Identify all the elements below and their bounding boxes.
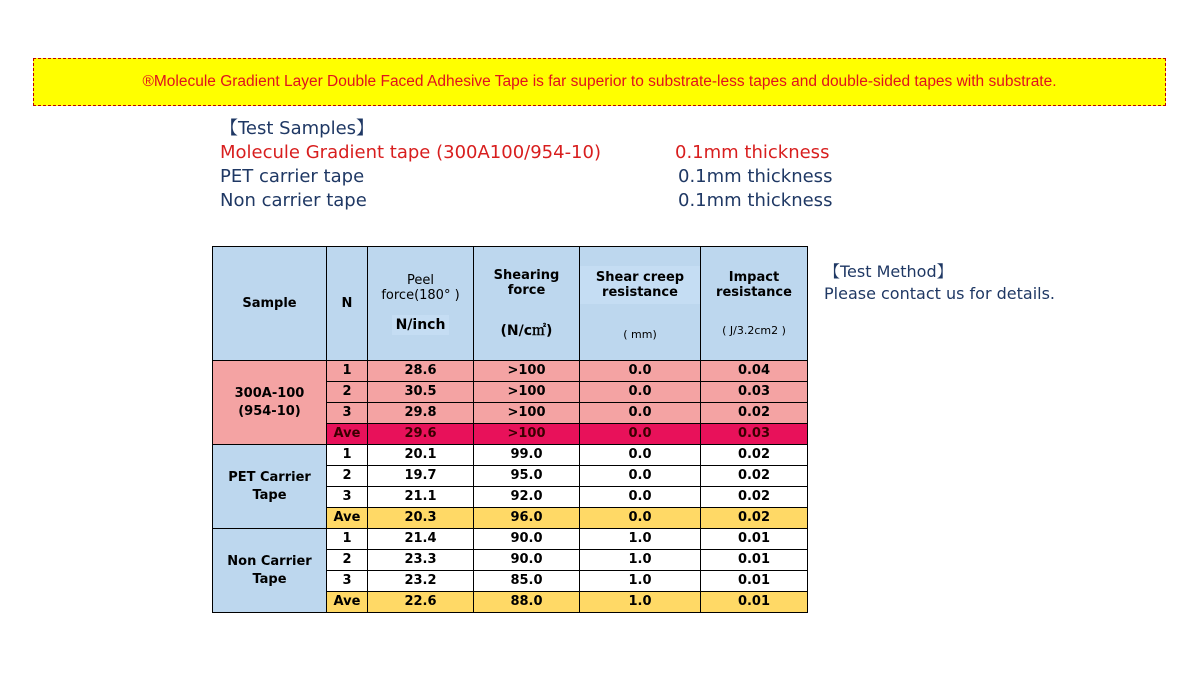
cell-creep: 1.0 [580, 529, 701, 550]
cell-impact: 0.03 [701, 382, 808, 403]
header-creep-unit: ( mm) [623, 328, 657, 341]
cell-peel: 20.3 [368, 508, 474, 529]
cell-peel: 28.6 [368, 361, 474, 382]
group-label-non-carrier [213, 529, 327, 613]
test-samples-section [220, 117, 833, 213]
sample-name: PET carrier tape [220, 166, 365, 187]
headline-banner [33, 58, 1166, 106]
group-label-pet-carrier [213, 445, 327, 529]
header-shear [474, 247, 580, 361]
cell-n: Ave [327, 592, 368, 613]
cell-peel: 29.6 [368, 424, 474, 445]
header-creep [580, 247, 701, 361]
cell-shear: >100 [474, 424, 580, 445]
cell-creep: 1.0 [580, 592, 701, 613]
group-label-line: (954-10) [238, 403, 301, 419]
cell-n: Ave [327, 508, 368, 529]
results-table [212, 246, 808, 613]
cell-shear: 90.0 [474, 550, 580, 571]
cell-impact: 0.02 [701, 445, 808, 466]
cell-impact: 0.02 [701, 487, 808, 508]
table-row [213, 361, 808, 382]
cell-impact: 0.01 [701, 550, 808, 571]
group-label-line: 300A-100 [234, 385, 305, 401]
cell-creep: 0.0 [580, 487, 701, 508]
cell-peel: 23.3 [368, 550, 474, 571]
cell-peel: 20.1 [368, 445, 474, 466]
cell-n: 1 [327, 445, 368, 466]
cell-shear: 88.0 [474, 592, 580, 613]
sample-name: Molecule Gradient tape (300A100/954-10) [220, 142, 601, 163]
test-method-section [824, 261, 1055, 305]
header-impact [701, 247, 808, 361]
cell-impact: 0.01 [701, 529, 808, 550]
test-method-text: Please contact us for details. [824, 284, 1056, 303]
cell-shear: 90.0 [474, 529, 580, 550]
cell-n: Ave [327, 424, 368, 445]
header-sample-label: Sample [242, 296, 297, 311]
group-label-300a100 [213, 361, 327, 445]
cell-creep: 0.0 [580, 361, 701, 382]
cell-n: 1 [327, 361, 368, 382]
sample-name: Non carrier tape [220, 190, 367, 211]
cell-shear: 99.0 [474, 445, 580, 466]
cell-creep: 1.0 [580, 571, 701, 592]
cell-shear: >100 [474, 382, 580, 403]
sample-thickness: 0.1mm thickness [678, 190, 833, 211]
table-row [213, 445, 808, 466]
group-label-line: Non Carrier [227, 553, 312, 569]
header-impact-label: Impact resistance [716, 270, 792, 300]
test-method-title: 【Test Method】 [824, 262, 953, 281]
header-peel [368, 247, 474, 361]
cell-creep: 0.0 [580, 382, 701, 403]
cell-creep: 0.0 [580, 466, 701, 487]
test-samples-title: 【Test Samples】 [220, 118, 375, 139]
cell-impact: 0.01 [701, 571, 808, 592]
header-n-label: N [341, 296, 353, 311]
header-sample [213, 247, 327, 361]
sample-thickness: 0.1mm thickness [675, 142, 830, 163]
cell-peel: 21.4 [368, 529, 474, 550]
header-row [213, 247, 808, 361]
cell-creep: 0.0 [580, 508, 701, 529]
header-n [327, 247, 368, 361]
cell-shear: 92.0 [474, 487, 580, 508]
sample-line-pet-carrier [220, 165, 833, 189]
cell-n: 1 [327, 529, 368, 550]
cell-n: 2 [327, 382, 368, 403]
cell-impact: 0.02 [701, 466, 808, 487]
cell-creep: 1.0 [580, 550, 701, 571]
cell-n: 2 [327, 466, 368, 487]
cell-impact: 0.02 [701, 403, 808, 424]
cell-creep: 0.0 [580, 403, 701, 424]
cell-n: 3 [327, 487, 368, 508]
cell-n: 3 [327, 571, 368, 592]
cell-n: 2 [327, 550, 368, 571]
cell-shear: 85.0 [474, 571, 580, 592]
cell-shear: 96.0 [474, 508, 580, 529]
cell-shear: 95.0 [474, 466, 580, 487]
cell-impact: 0.02 [701, 508, 808, 529]
header-shear-unit: (N/c㎡) [500, 322, 553, 339]
cell-shear: >100 [474, 361, 580, 382]
cell-impact: 0.03 [701, 424, 808, 445]
cell-peel: 19.7 [368, 466, 474, 487]
cell-peel: 30.5 [368, 382, 474, 403]
cell-shear: >100 [474, 403, 580, 424]
cell-creep: 0.0 [580, 424, 701, 445]
cell-creep: 0.0 [580, 445, 701, 466]
sample-line-non-carrier [220, 189, 833, 213]
cell-peel: 21.1 [368, 487, 474, 508]
header-creep-label: Shear creep resistance [580, 266, 700, 304]
group-label-line: Tape [252, 571, 287, 587]
header-peel-label: Peel force(180° ) [381, 272, 460, 303]
sample-thickness: 0.1mm thickness [678, 166, 833, 187]
table-row [213, 529, 808, 550]
cell-peel: 23.2 [368, 571, 474, 592]
cell-impact: 0.04 [701, 361, 808, 382]
group-label-line: PET Carrier [228, 469, 311, 485]
group-label-line: Tape [252, 487, 287, 503]
headline-text: ®Molecule Gradient Layer Double Faced Adhesive Tape is far superior to substrate-less tapes and double-sided tapes with substrate. [142, 73, 1057, 90]
cell-peel: 29.8 [368, 403, 474, 424]
header-impact-unit: ( J/3.2cm2 ) [722, 324, 786, 337]
cell-n: 3 [327, 403, 368, 424]
cell-peel: 22.6 [368, 592, 474, 613]
cell-impact: 0.01 [701, 592, 808, 613]
header-peel-unit: N/inch [392, 315, 450, 335]
header-shear-label: Shearing force [493, 267, 560, 298]
sample-line-molecule-gradient [220, 141, 830, 165]
